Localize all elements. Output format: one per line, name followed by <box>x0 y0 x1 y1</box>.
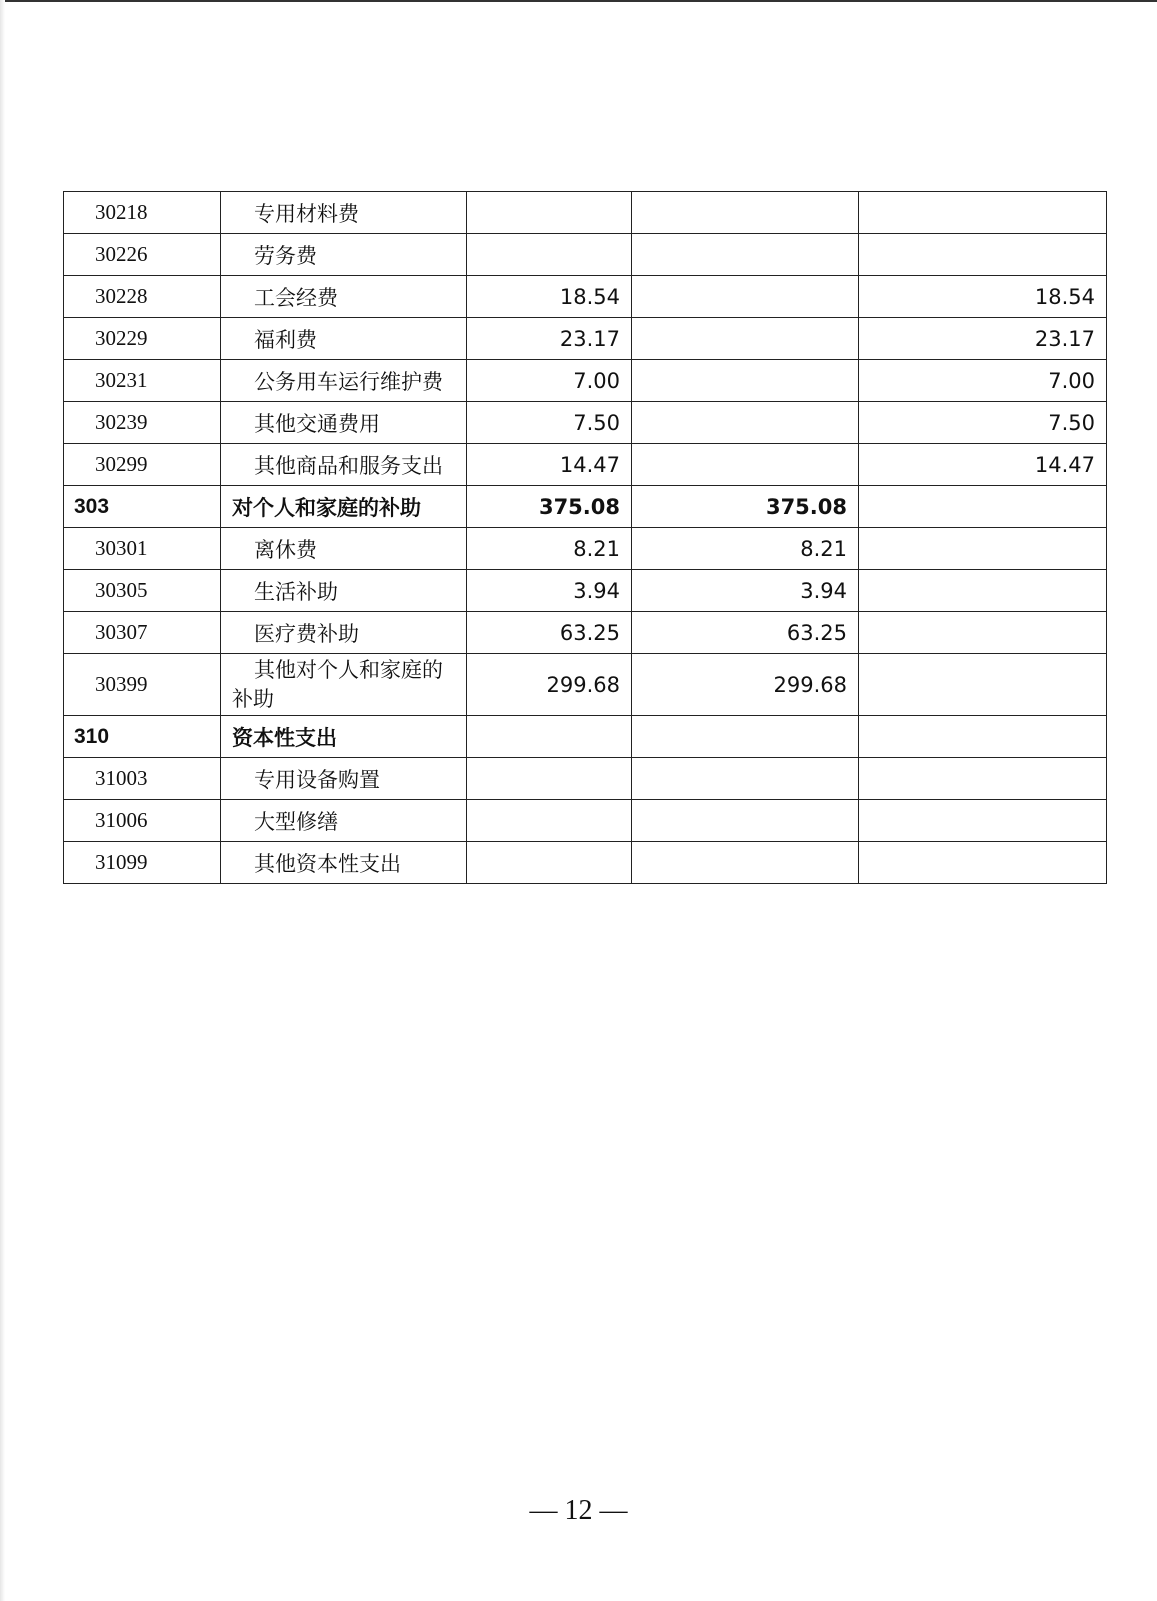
row-name-line-2: 补助 <box>232 686 274 711</box>
row-name: 资本性支出 <box>221 716 467 758</box>
table-row <box>64 842 1107 884</box>
row-value-1: 7.00 <box>467 360 632 402</box>
row-value-3 <box>859 716 1107 758</box>
row-value-2 <box>632 444 859 486</box>
table-row <box>64 654 1107 716</box>
table-row <box>64 444 1107 486</box>
row-code: 30226 <box>64 234 221 276</box>
table-row <box>64 800 1107 842</box>
row-code: 31099 <box>64 842 221 884</box>
row-code: 30399 <box>64 654 221 716</box>
row-value-1 <box>467 234 632 276</box>
row-value-2 <box>632 318 859 360</box>
row-value-2 <box>632 716 859 758</box>
row-value-2: 8.21 <box>632 528 859 570</box>
row-name: 福利费 <box>221 318 467 360</box>
row-value-1 <box>467 800 632 842</box>
row-name: 公务用车运行维护费 <box>221 360 467 402</box>
table-row <box>64 612 1107 654</box>
row-value-3: 18.54 <box>859 276 1107 318</box>
table-row <box>64 402 1107 444</box>
row-value-1: 3.94 <box>467 570 632 612</box>
row-code: 30305 <box>64 570 221 612</box>
row-name: 生活补助 <box>221 570 467 612</box>
page-left-shadow <box>0 0 5 1601</box>
row-value-1: 299.68 <box>467 654 632 716</box>
row-value-2 <box>632 360 859 402</box>
table-row <box>64 570 1107 612</box>
row-value-3: 14.47 <box>859 444 1107 486</box>
table-row <box>64 234 1107 276</box>
row-value-1: 8.21 <box>467 528 632 570</box>
row-value-3 <box>859 654 1107 716</box>
row-name: 大型修缮 <box>221 800 467 842</box>
row-value-1 <box>467 716 632 758</box>
table-row <box>64 192 1107 234</box>
row-value-2 <box>632 800 859 842</box>
row-value-2 <box>632 402 859 444</box>
row-name: 劳务费 <box>221 234 467 276</box>
table-row-category <box>64 486 1107 528</box>
row-value-1: 63.25 <box>467 612 632 654</box>
row-value-3 <box>859 800 1107 842</box>
row-name: 其他交通费用 <box>221 402 467 444</box>
table-row <box>64 528 1107 570</box>
row-name: 对个人和家庭的补助 <box>221 486 467 528</box>
row-code: 31006 <box>64 800 221 842</box>
row-value-3 <box>859 528 1107 570</box>
table-row <box>64 758 1107 800</box>
row-name <box>221 654 467 716</box>
row-value-2 <box>632 842 859 884</box>
row-value-1: 18.54 <box>467 276 632 318</box>
row-value-3 <box>859 192 1107 234</box>
row-code: 303 <box>64 486 221 528</box>
row-value-1: 14.47 <box>467 444 632 486</box>
row-name: 离休费 <box>221 528 467 570</box>
row-value-3 <box>859 486 1107 528</box>
row-name: 医疗费补助 <box>221 612 467 654</box>
row-value-2 <box>632 234 859 276</box>
row-code: 30218 <box>64 192 221 234</box>
row-code: 30307 <box>64 612 221 654</box>
row-value-3: 7.00 <box>859 360 1107 402</box>
row-code: 30299 <box>64 444 221 486</box>
row-value-3: 7.50 <box>859 402 1107 444</box>
row-code: 310 <box>64 716 221 758</box>
row-value-2 <box>632 192 859 234</box>
row-value-2: 3.94 <box>632 570 859 612</box>
row-value-3 <box>859 234 1107 276</box>
table-row-category <box>64 716 1107 758</box>
row-value-2: 63.25 <box>632 612 859 654</box>
row-value-2: 375.08 <box>632 486 859 528</box>
table-row <box>64 318 1107 360</box>
row-name: 其他资本性支出 <box>221 842 467 884</box>
row-value-2 <box>632 758 859 800</box>
row-value-1 <box>467 758 632 800</box>
row-value-2: 299.68 <box>632 654 859 716</box>
table-row <box>64 276 1107 318</box>
row-value-1: 375.08 <box>467 486 632 528</box>
row-value-3: 23.17 <box>859 318 1107 360</box>
row-name-line-1: 其他对个人和家庭的 <box>254 657 443 682</box>
row-value-3 <box>859 570 1107 612</box>
table-row <box>64 360 1107 402</box>
budget-expenditure-table <box>63 191 1107 884</box>
row-value-1 <box>467 842 632 884</box>
row-name: 专用设备购置 <box>221 758 467 800</box>
row-code: 30231 <box>64 360 221 402</box>
row-code: 30229 <box>64 318 221 360</box>
row-value-3 <box>859 612 1107 654</box>
row-code: 31003 <box>64 758 221 800</box>
row-value-1: 23.17 <box>467 318 632 360</box>
row-value-3 <box>859 842 1107 884</box>
row-value-1: 7.50 <box>467 402 632 444</box>
row-name: 专用材料费 <box>221 192 467 234</box>
page-number: — 12 — <box>529 1495 628 1526</box>
row-name: 工会经费 <box>221 276 467 318</box>
row-code: 30228 <box>64 276 221 318</box>
row-code: 30301 <box>64 528 221 570</box>
row-name: 其他商品和服务支出 <box>221 444 467 486</box>
row-value-1 <box>467 192 632 234</box>
row-value-2 <box>632 276 859 318</box>
page-top-border <box>0 0 1157 2</box>
row-value-3 <box>859 758 1107 800</box>
row-code: 30239 <box>64 402 221 444</box>
